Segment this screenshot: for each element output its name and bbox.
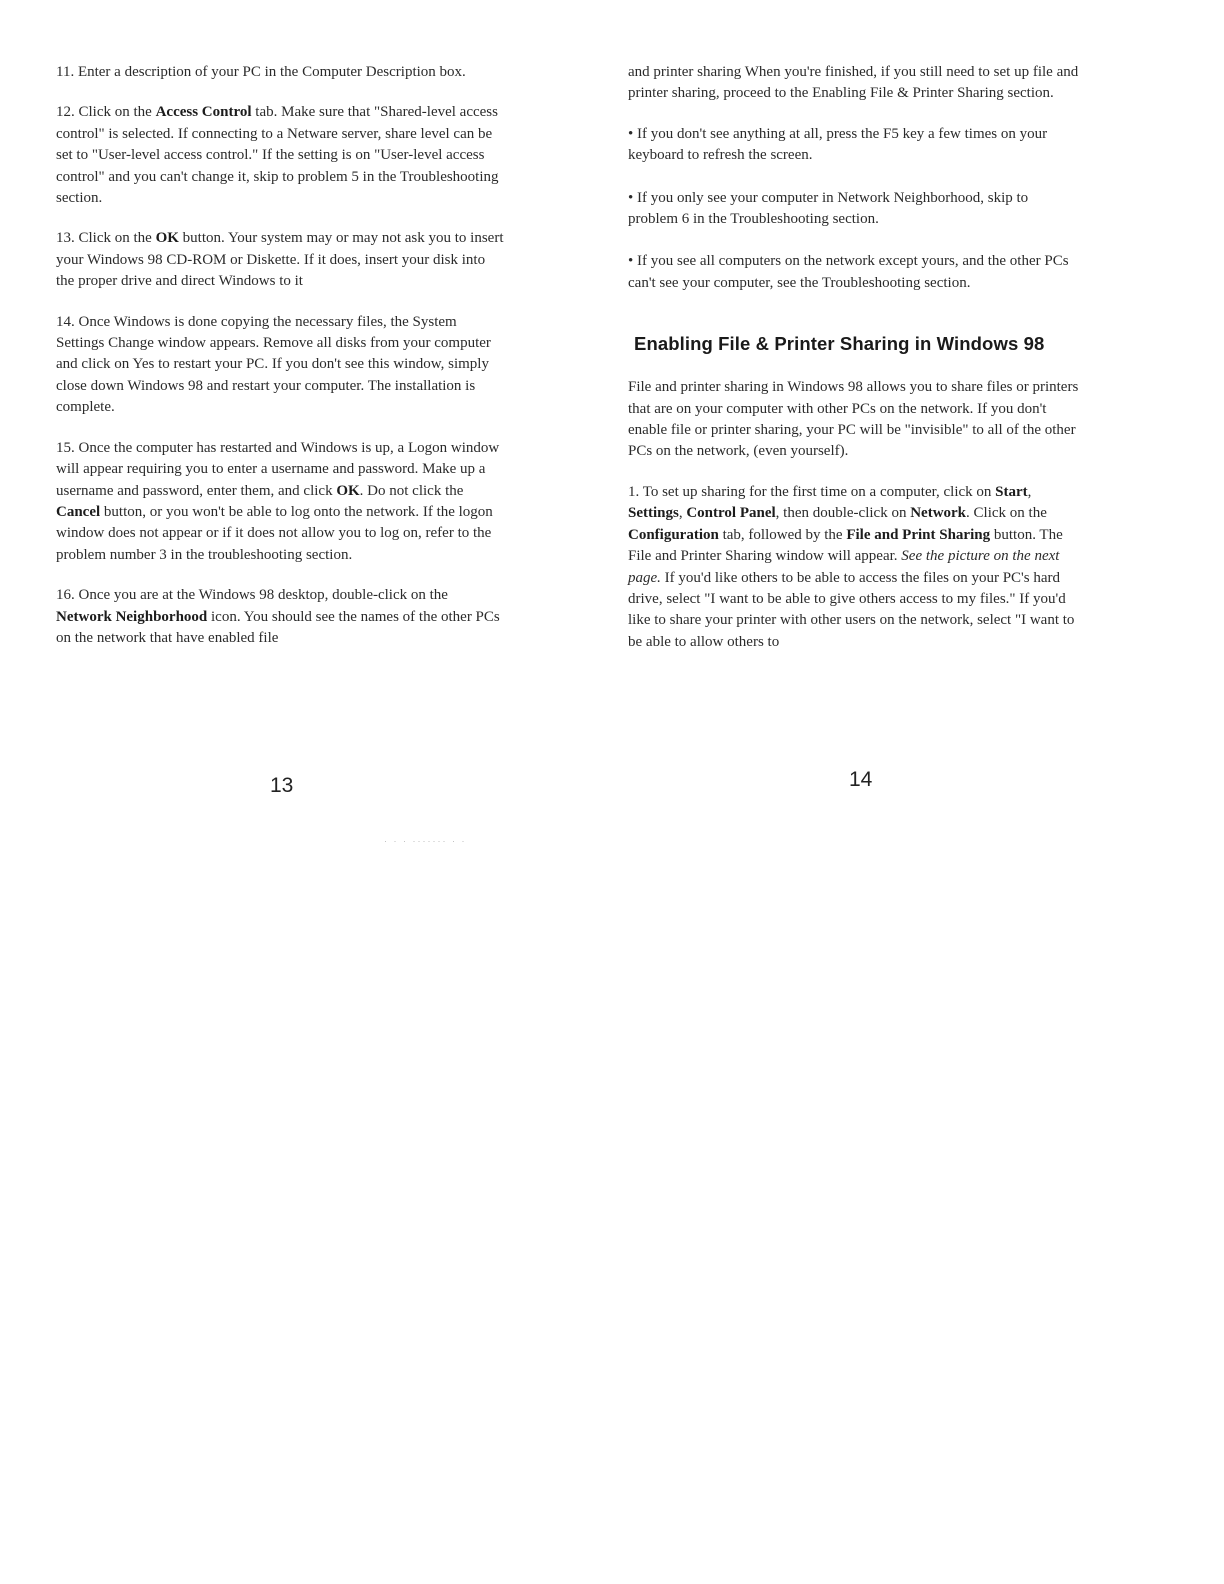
ok-term-2: OK (336, 482, 360, 499)
s1-text-k: tab, followed by the (718, 526, 847, 543)
left-page-column (56, 62, 506, 668)
section-heading: Enabling File & Printer Sharing in Windows 98 (634, 333, 1045, 355)
see-picture-note: See the picture on the next page. (628, 548, 1060, 586)
bullet-item-1 (628, 124, 1080, 167)
bullet-3-text: • If you see all computers on the network except yours, and the other PCs can't see your computer, see the Troubleshooting section. (628, 253, 1069, 291)
file-and-print-sharing-term: File and Print Sharing (846, 526, 991, 543)
step-11-paragraph (56, 62, 506, 83)
page-number-right: 14 (849, 768, 873, 791)
s1-text-g: , then double-click on (775, 505, 911, 522)
bullet-2-text: • If you only see your computer in Network Neighborhood, skip to problem 6 in the Troubleshooting section. (628, 189, 1029, 228)
s1-text-a: 1. To set up sharing for the first time on a computer, click on (628, 483, 996, 500)
step-14-paragraph (56, 312, 506, 419)
network-neighborhood-term: Network Neighborhood (56, 608, 208, 625)
step-16-text-c: icon. You should see the names of the other PCs on the network that have enabled file (56, 608, 500, 646)
s1-text-e: , (678, 505, 687, 522)
ok-term: OK (155, 230, 179, 247)
step-13-text-c: button. Your system may or may not ask you to insert your Windows 98 CD-ROM or Diskette. If it does, insert your disk into the proper drive and direct Windows to it (56, 230, 504, 290)
step-11-text: 11. Enter a description of your PC in the Computer Description box. (56, 64, 466, 80)
step-15-paragraph (56, 438, 506, 566)
step-14-text: 14. Once Windows is done copying the necessary files, the System Settings Change window appears. Remove all disks from your computer and click on Yes to restart your PC. If you don't see this window, simply close down Windows 98 and restart your computer. The installation is complete. (56, 313, 491, 416)
step-13-paragraph (56, 228, 506, 292)
step-16-paragraph (56, 585, 506, 649)
scan-artifact: · · · ······· · · (384, 836, 467, 846)
step-12-text-c: tab. Make sure that "Shared-level access control" is selected. If connecting to a Netware server, share level can be set to "User-level access control." If the setting is on "User-level access control" and you can't change it, skip to problem 5 in the Troubleshooting section. (56, 104, 499, 207)
bullet-1-text: • If you don't see anything at all, press the F5 key a few times on your keyboard to refresh the screen. (628, 125, 1048, 164)
settings-term: Settings (628, 505, 679, 522)
step-15-text-a: 15. Once the computer has restarted and Windows is up, a Logon window will appear requiring you to enter a username and password. Make up a username and password, enter them, and click (56, 439, 500, 499)
step-16-text-a: 16. Once you are at the Windows 98 desktop, double-click on the (56, 587, 448, 604)
intro-text: File and printer sharing in Windows 98 allows you to share files or printers that are on your computer with other PCs on the network. If you don't enable file or printer sharing, your PC will be "invisible" to all of the other PCs on the network, (even yourself). (628, 379, 1079, 460)
step-15-text-c: . Do not click the (359, 482, 464, 499)
s1-text-c: , (1027, 483, 1032, 500)
step-12-paragraph (56, 102, 506, 209)
access-control-term: Access Control (155, 104, 252, 121)
configuration-term: Configuration (628, 526, 719, 543)
cancel-term: Cancel (56, 503, 101, 520)
start-term: Start (995, 483, 1028, 500)
network-term: Network (910, 505, 967, 522)
control-panel-term: Control Panel (686, 505, 776, 522)
s1-text-m: button. The File and Printer Sharing window will appear. (628, 526, 1063, 565)
page-number-left: 13 (270, 774, 294, 797)
continued-paragraph (628, 62, 1080, 105)
step-13-text-a: 13. Click on the (56, 230, 156, 247)
s1-text-i: . Click on the (966, 505, 1047, 522)
step-12-text-a: 12. Click on the (56, 104, 156, 121)
bullet-item-2 (628, 188, 1080, 231)
continued-text: and printer sharing When you're finished, if you still need to set up file and printer sharing, proceed to the Enabling File & Printer Sharing section. (628, 64, 1079, 102)
setup-step-1-paragraph (628, 482, 1080, 653)
bullet-item-3 (628, 251, 1080, 294)
step-15-text-e: button, or you won't be able to log onto the network. If the logon window does not appear or if it does not allow you to log on, refer to the problem number 3 in the troubleshooting section. (56, 503, 493, 563)
intro-paragraph (628, 377, 1080, 463)
right-page-column (628, 62, 1080, 672)
s1-text-o: If you'd like others to be able to access the files on your PC's hard drive, select "I want to be able to give others access to my files." If you'd like to share your printer with other users on the network, select "I want to be able to allow others to (628, 569, 1075, 650)
